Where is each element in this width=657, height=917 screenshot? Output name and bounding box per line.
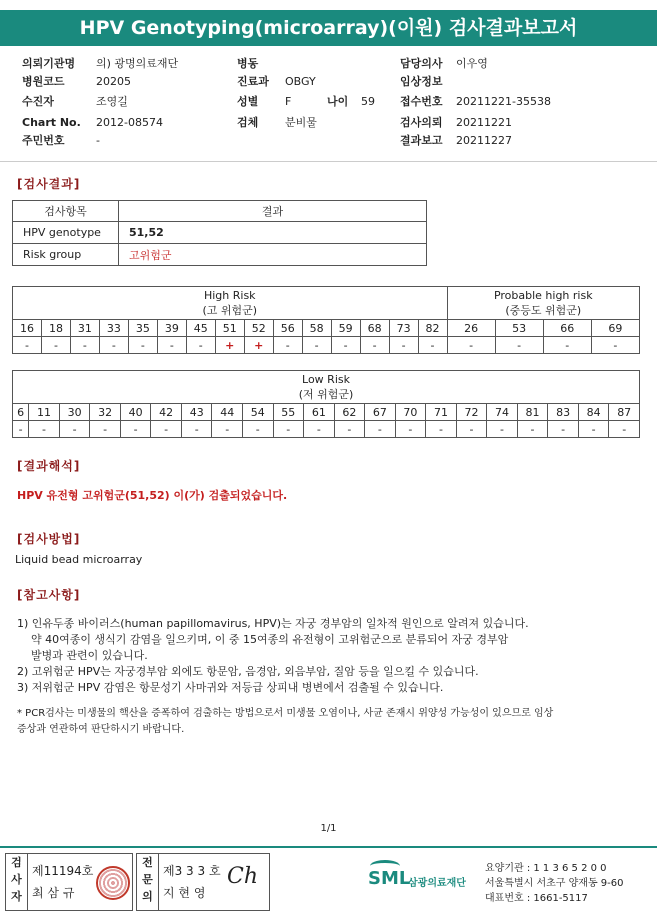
section-result-title: [검사결과] <box>17 177 81 191</box>
reference-item: 발병과 관련이 있습니다. <box>31 649 148 662</box>
genotype-result-cell: - <box>70 337 99 354</box>
genotype-result-cell: - <box>128 337 157 354</box>
report-title: HPV Genotyping(microarray)(이원) 검사결과보고서 <box>0 10 657 46</box>
genotype-cell: 87 <box>609 404 640 421</box>
genotype-result-cell: - <box>543 337 591 354</box>
genotype-result-cell: + <box>244 337 273 354</box>
signer-box-examiner <box>5 853 133 911</box>
genotype-cell: 74 <box>487 404 518 421</box>
info-report: 결과보고 20211227 <box>400 134 512 147</box>
genotype-result-cell: - <box>157 337 186 354</box>
signer-license: 제11194호 <box>32 864 94 878</box>
footnote: * PCR검사는 미생물의 핵산을 증폭하여 검출하는 방법으로서 미생물 오염이나, 사균 존재시 위양성 가능성이 있으므로 임상 증상과 연관하여 판단하시기 바랍니다. <box>17 708 554 735</box>
genotype-cell: 45 <box>186 320 215 337</box>
info-hospital-code: 병원코드 20205 <box>22 75 131 88</box>
genotype-result-cell: - <box>29 421 60 438</box>
genotype-result-cell: - <box>13 337 42 354</box>
genotype-result-cell: - <box>151 421 182 438</box>
genotype-cell: 32 <box>90 404 121 421</box>
genotype-result-cell: + <box>215 337 244 354</box>
section-interpretation-title: [결과해석] <box>17 459 81 473</box>
high-risk-header: High Risk (고 위험군) <box>13 287 448 320</box>
genotype-cell: 59 <box>331 320 360 337</box>
signer-body <box>163 860 221 904</box>
result-table <box>12 200 427 266</box>
genotype-result-cell: - <box>487 421 518 438</box>
method-text: Liquid bead microarray <box>15 553 143 566</box>
genotype-result-cell: - <box>365 421 396 438</box>
seal-stamp-icon <box>96 866 130 900</box>
signer-license: 제3 3 3 호 <box>163 864 221 878</box>
signer-name: 지 현 영 <box>163 886 206 900</box>
info-dept: 진료과 OBGY <box>237 75 316 88</box>
institution-code: 요양기관 : 1 1 3 6 5 2 0 0 <box>485 863 607 874</box>
genotype-result-cell: - <box>186 337 215 354</box>
genotype-cell: 6 <box>13 404 29 421</box>
genotype-cell: 35 <box>128 320 157 337</box>
genotype-cell: 56 <box>273 320 302 337</box>
genotype-cell: 53 <box>495 320 543 337</box>
genotype-cell: 83 <box>548 404 579 421</box>
info-doctor: 담당의사 이우영 <box>400 57 488 70</box>
genotype-result-cell: - <box>456 421 487 438</box>
info-resident: 주민번호 - <box>22 134 100 147</box>
genotype-cell: 51 <box>215 320 244 337</box>
genotype-result-cell: - <box>120 421 151 438</box>
info-request: 검사의뢰 20211221 <box>400 116 512 129</box>
genotype-cell: 42 <box>151 404 182 421</box>
signer-role: 검 사 자 <box>6 854 28 910</box>
genotype-result-cell: - <box>389 337 418 354</box>
header-item: 검사항목 <box>13 201 119 222</box>
info-receipt: 접수번호 20211221-35538 <box>400 95 551 108</box>
reference-item: 1) 인유두종 바이러스(human papillomavirus, HPV)는 자궁 경부암의 일차적 원인으로 알려져 있습니다. <box>17 617 529 630</box>
genotype-cell: 52 <box>244 320 273 337</box>
divider <box>0 161 657 162</box>
phone: 대표번호 : 1661-5117 <box>485 893 588 904</box>
genotype-cell: 18 <box>41 320 70 337</box>
genotype-cell: 39 <box>157 320 186 337</box>
genotype-result-cell: - <box>360 337 389 354</box>
genotype-cell: 82 <box>418 320 447 337</box>
genotype-cell: 62 <box>334 404 365 421</box>
genotype-result-cell: - <box>395 421 426 438</box>
genotype-cell: 70 <box>395 404 426 421</box>
genotype-result-cell: - <box>426 421 457 438</box>
genotype-result-cell: - <box>609 421 640 438</box>
info-institution: 의뢰기관명 의) 광명의료재단 <box>22 57 179 70</box>
info-patient: 수진자 조영길 <box>22 95 128 108</box>
info-specimen: 검체 분비물 <box>237 116 317 129</box>
reference-item: 3) 저위험군 HPV 감염은 항문성기 사마귀와 저등급 상피내 병변에서 검출될 수 있습니다. <box>17 681 444 694</box>
info-sex: 성별 F 나이 59 <box>237 95 375 108</box>
genotype-result-cell: - <box>304 421 335 438</box>
genotype-cell: 11 <box>29 404 60 421</box>
section-reference-title: [참고사항] <box>17 588 81 602</box>
genotype-result-cell: - <box>418 337 447 354</box>
low-risk-header: Low Risk (저 위험군) <box>13 371 640 404</box>
genotype-cell: 30 <box>59 404 90 421</box>
genotype-cell: 58 <box>302 320 331 337</box>
table-row <box>13 222 427 244</box>
interpretation-text: HPV 유전형 고위험군(51,52) 이(가) 검출되었습니다. <box>17 489 288 502</box>
genotype-result-cell: - <box>99 337 128 354</box>
table-row <box>13 244 427 266</box>
genotype-cell: 40 <box>120 404 151 421</box>
info-ward: 병동 <box>237 57 259 70</box>
genotype-cell: 84 <box>578 404 609 421</box>
genotype-cell: 31 <box>70 320 99 337</box>
address-block <box>485 861 624 906</box>
info-chart: Chart No. 2012-08574 <box>22 116 163 129</box>
result-value: 51,52 <box>119 222 427 244</box>
genotype-cell: 72 <box>456 404 487 421</box>
genotype-result-cell: - <box>591 337 639 354</box>
genotype-cell: 61 <box>304 404 335 421</box>
genotype-cell: 67 <box>365 404 396 421</box>
signer-name: 최 삼 규 <box>32 886 75 900</box>
probable-risk-header: Probable high risk (중등도 위험군) <box>447 287 639 320</box>
result-value: 고위험군 <box>119 244 427 266</box>
genotype-result-cell: - <box>331 337 360 354</box>
reference-item: 약 40여종이 생식기 감염을 일으키며, 이 중 15여종의 유전형이 고위험군으로 분류되어 자궁 경부암 <box>31 633 509 646</box>
genotype-result-cell: - <box>273 337 302 354</box>
genotype-cell: 69 <box>591 320 639 337</box>
genotype-cell: 54 <box>243 404 274 421</box>
genotype-cell: 68 <box>360 320 389 337</box>
low-risk-table <box>12 370 640 438</box>
genotype-result-cell: - <box>302 337 331 354</box>
address: 서울특별시 서초구 양재동 9-60 <box>485 878 624 889</box>
result-item: Risk group <box>13 244 119 266</box>
signer-box-specialist <box>136 853 270 911</box>
genotype-result-cell: - <box>41 337 70 354</box>
genotype-result-cell: - <box>578 421 609 438</box>
reference-item: 2) 고위험군 HPV는 자궁경부암 외에도 항문암, 음경암, 외음부암, 질암 등을 일으킬 수 있습니다. <box>17 665 479 678</box>
genotype-result-cell: - <box>90 421 121 438</box>
genotype-cell: 26 <box>447 320 495 337</box>
genotype-result-cell: - <box>181 421 212 438</box>
genotype-result-cell: - <box>334 421 365 438</box>
reference-list <box>17 616 529 696</box>
genotype-cell: 43 <box>181 404 212 421</box>
page-number: 1/1 <box>320 823 337 834</box>
result-item: HPV genotype <box>13 222 119 244</box>
sml-logo: SML 삼광의료재단 <box>368 860 478 900</box>
genotype-cell: 44 <box>212 404 243 421</box>
signer-role: 전 문 의 <box>137 854 159 910</box>
genotype-cell: 55 <box>273 404 304 421</box>
info-clinical: 임상정보 <box>400 75 443 88</box>
section-method-title: [검사방법] <box>17 532 81 546</box>
signature: Ch <box>227 864 259 889</box>
signer-body <box>32 860 93 904</box>
header-result: 결과 <box>119 201 427 222</box>
high-risk-table <box>12 286 640 354</box>
genotype-result-cell: - <box>59 421 90 438</box>
genotype-cell: 66 <box>543 320 591 337</box>
genotype-result-cell: - <box>273 421 304 438</box>
genotype-cell: 71 <box>426 404 457 421</box>
genotype-result-cell: - <box>212 421 243 438</box>
genotype-cell: 16 <box>13 320 42 337</box>
genotype-result-cell: - <box>495 337 543 354</box>
genotype-cell: 73 <box>389 320 418 337</box>
genotype-result-cell: - <box>13 421 29 438</box>
genotype-result-cell: - <box>517 421 548 438</box>
genotype-result-cell: - <box>243 421 274 438</box>
genotype-cell: 81 <box>517 404 548 421</box>
genotype-result-cell: - <box>447 337 495 354</box>
footer-divider <box>0 846 657 848</box>
genotype-cell: 33 <box>99 320 128 337</box>
genotype-result-cell: - <box>548 421 579 438</box>
